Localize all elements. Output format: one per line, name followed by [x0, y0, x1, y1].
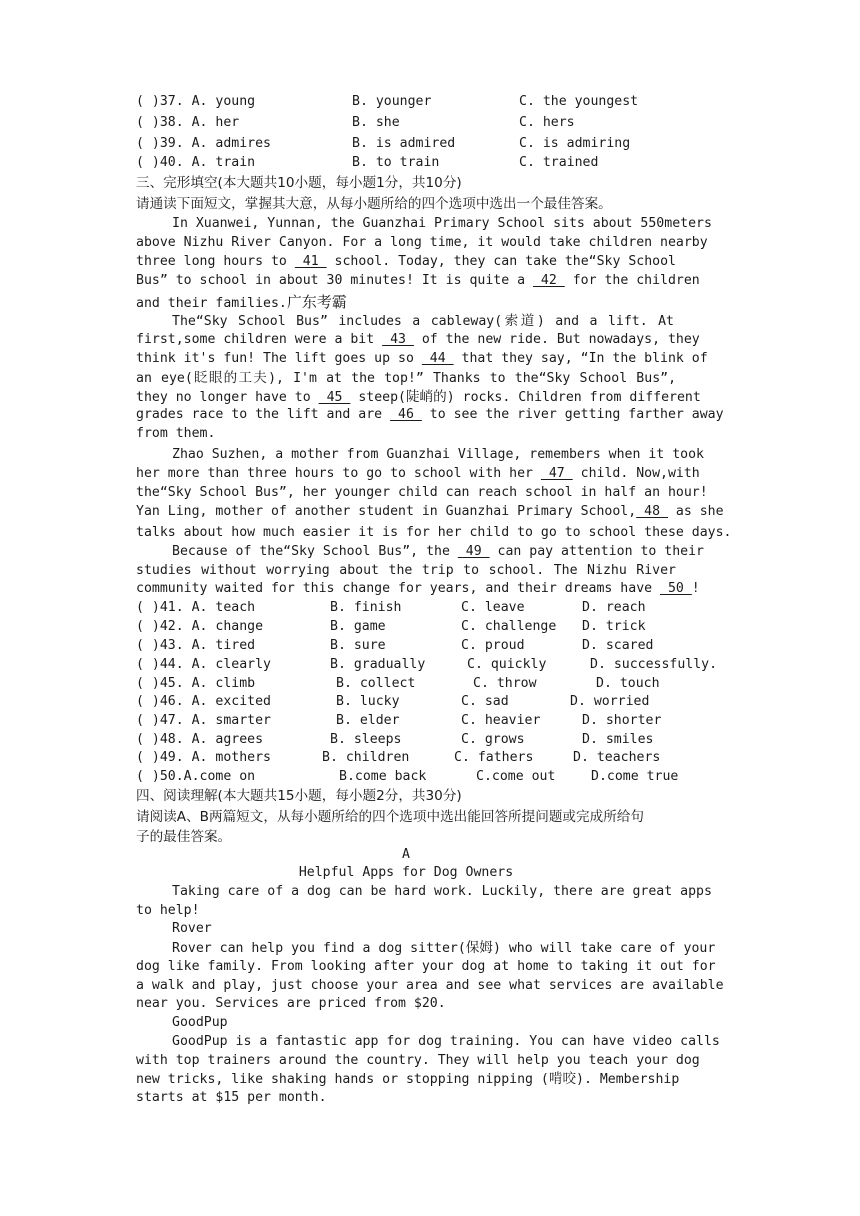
- passage-line: Bus” to school in about 30 minutes! It is quite a 42 for the children: [136, 273, 700, 288]
- option-c: C. fathers: [454, 750, 534, 765]
- option-b: B. is admired: [352, 136, 456, 151]
- section-4-instruction: 子的最佳答案。: [136, 829, 232, 845]
- option-a: ( )42. A. change: [136, 619, 264, 634]
- blank-47: 47: [540, 466, 573, 481]
- option-c: C. grows: [461, 732, 525, 747]
- passage-line: Because of the“Sky School Bus”, the 49 can pay attention to their: [172, 544, 704, 559]
- option-d: D. touch: [596, 676, 660, 691]
- reading-line: starts at $15 per month.: [136, 1090, 327, 1105]
- question-44: [136, 656, 756, 674]
- question-45: [136, 675, 756, 693]
- option-a: ( )38. A. her: [136, 115, 240, 130]
- option-d: D. smiles: [582, 732, 654, 747]
- option-a: ( )47. A. smarter: [136, 713, 271, 728]
- option-a: ( )39. A. admires: [136, 136, 271, 151]
- option-a: ( )44. A. clearly: [136, 657, 271, 672]
- question-49: [136, 749, 756, 767]
- option-a: ( )50.A.come on: [136, 769, 256, 784]
- reading-line: a walk and play, just choose your area and see what services are available: [136, 978, 724, 993]
- passage-line: and their families.广东考霸: [136, 293, 347, 311]
- passage-line: studies without worrying about the trip to school. The Nizhu River: [136, 563, 676, 578]
- question-43: [136, 637, 756, 655]
- option-b: B. children: [322, 750, 410, 765]
- option-d: D. scared: [582, 638, 654, 653]
- option-c: C.come out: [476, 769, 556, 784]
- option-b: B. gradually: [330, 657, 426, 672]
- option-c: C. sad: [461, 694, 509, 709]
- blank-41: 41: [294, 254, 327, 269]
- option-b: B. collect: [336, 676, 416, 691]
- blank-44: 44: [421, 351, 454, 366]
- option-d: D.come true: [591, 769, 679, 784]
- subheading-rover: Rover: [172, 921, 212, 936]
- reading-line: GoodPup is a fantastic app for dog training. You can have video calls: [172, 1034, 720, 1049]
- option-a: ( )48. A. agrees: [136, 732, 264, 747]
- option-d: D. teachers: [573, 750, 661, 765]
- passage-line: her more than three hours to go to school with her 47 child. Now,with: [136, 466, 700, 481]
- blank-50: 50: [660, 581, 692, 596]
- question-50: [136, 768, 756, 786]
- option-d: D. worried: [570, 694, 650, 709]
- option-d: D. trick: [582, 619, 646, 634]
- option-a: ( )40. A. train: [136, 155, 256, 170]
- option-b: B. finish: [330, 600, 402, 615]
- question-40: [136, 154, 756, 172]
- question-41: [136, 599, 756, 617]
- question-37: [136, 93, 756, 111]
- section-4-instruction: 请阅读A、B两篇短文，从每小题所给的四个选项中选出能回答所提问题或完成所给句: [136, 809, 644, 825]
- question-39: [136, 135, 756, 153]
- question-38: [136, 114, 756, 132]
- option-d: D. shorter: [582, 713, 662, 728]
- section-3-instruction: 请通读下面短文，掌握其大意，从每小题所给的四个选项中选出一个最佳答案。: [136, 196, 612, 212]
- blank-46: 46: [390, 407, 422, 422]
- option-c: C. is admiring: [519, 136, 631, 151]
- reading-line: Taking care of a dog can be hard work. Luckily, there are great apps: [172, 884, 712, 899]
- reading-line: new tricks, like shaking hands or stopping nipping (啃咬). Membership: [136, 1071, 680, 1087]
- question-42: [136, 618, 756, 636]
- reading-a-title: Helpful Apps for Dog Owners: [298, 865, 514, 880]
- question-47: [136, 712, 756, 730]
- passage-line: In Xuanwei, Yunnan, the Guanzhai Primary School sits about 550meters: [172, 216, 712, 231]
- passage-line: talks about how much easier it is for her child to go to school these days.: [136, 525, 732, 540]
- option-c: C. proud: [461, 638, 525, 653]
- watermark-text: 广东考霸: [286, 293, 347, 311]
- option-b: B. she: [352, 115, 400, 130]
- section-3-heading: 三、完形填空(本大题共10小题，每小题1分，共10分): [136, 175, 462, 191]
- reading-line: near you. Services are priced from $20.: [136, 996, 446, 1011]
- subheading-goodpup: GoodPup: [172, 1015, 228, 1030]
- reading-a-label: A: [402, 847, 410, 862]
- option-a: ( )45. A. climb: [136, 676, 256, 691]
- passage-line: they no longer have to 45 steep(陡峭的) rocks. Children from different: [136, 389, 701, 405]
- option-b: B. sure: [330, 638, 386, 653]
- blank-43: 43: [382, 332, 414, 347]
- passage-line: community waited for this change for years, and their dreams have 50 !: [136, 581, 700, 596]
- section-4-heading: 四、阅读理解(本大题共15小题，每小题2分，共30分): [136, 788, 462, 804]
- option-c: C. leave: [461, 600, 525, 615]
- passage-line: three long hours to 41 school. Today, they can take the“Sky School: [136, 254, 676, 269]
- passage-line: grades race to the lift and are 46 to see the river getting farther away: [136, 407, 724, 422]
- option-b: B.come back: [339, 769, 427, 784]
- option-c: C. trained: [519, 155, 599, 170]
- blank-42: 42: [532, 273, 565, 288]
- passage-line: Zhao Suzhen, a mother from Guanzhai Village, remembers when it took: [172, 447, 704, 462]
- option-c: C. heavier: [461, 713, 541, 728]
- option-a: ( )43. A. tired: [136, 638, 256, 653]
- blank-48: 48: [636, 504, 668, 519]
- option-b: B. sleeps: [330, 732, 402, 747]
- option-b: B. younger: [352, 94, 432, 109]
- reading-line: Rover can help you find a dog sitter(保姆) who will take care of your: [172, 940, 716, 956]
- option-b: B. game: [330, 619, 386, 634]
- question-46: [136, 693, 756, 711]
- option-c: C. quickly: [467, 657, 547, 672]
- option-b: B. lucky: [336, 694, 400, 709]
- option-b: B. elder: [336, 713, 400, 728]
- option-d: D. reach: [582, 600, 646, 615]
- option-a: ( )49. A. mothers: [136, 750, 271, 765]
- passage-line: from them.: [136, 426, 216, 441]
- option-a: ( )46. A. excited: [136, 694, 271, 709]
- reading-line: with top trainers around the country. They will help you teach your dog: [136, 1053, 700, 1068]
- option-c: C. hers: [519, 115, 575, 130]
- blank-49: 49: [457, 544, 490, 559]
- option-a: ( )37. A. young: [136, 94, 256, 109]
- passage-line: an eye(眨眼的工夫), I'm at the top!” Thanks to the“Sky School Bus”,: [136, 370, 677, 386]
- question-48: [136, 731, 756, 749]
- passage-line: the“Sky School Bus”, her younger child can reach school in half an hour!: [136, 485, 708, 500]
- blank-45: 45: [318, 390, 351, 405]
- option-c: C. throw: [473, 676, 537, 691]
- reading-line: dog like family. From looking after your dog at home to taking it out for: [136, 959, 716, 974]
- option-c: C. challenge: [461, 619, 557, 634]
- reading-line: to help!: [136, 903, 200, 918]
- option-c: C. the youngest: [519, 94, 639, 109]
- passage-line: The“Sky School Bus” includes a cableway(索道) and a lift. At: [172, 313, 674, 329]
- option-a: ( )41. A. teach: [136, 600, 256, 615]
- passage-line: Yan Ling, mother of another student in Guanzhai Primary School, 48 as she: [136, 504, 724, 519]
- passage-line: think it's fun! The lift goes up so 44 that they say, “In the blink of: [136, 351, 708, 366]
- option-d: D. successfully.: [590, 657, 718, 672]
- passage-line: above Nizhu River Canyon. For a long time, it would take children nearby: [136, 235, 708, 250]
- passage-line: first,some children were a bit 43 of the new ride. But nowadays, they: [136, 332, 700, 347]
- option-b: B. to train: [352, 155, 440, 170]
